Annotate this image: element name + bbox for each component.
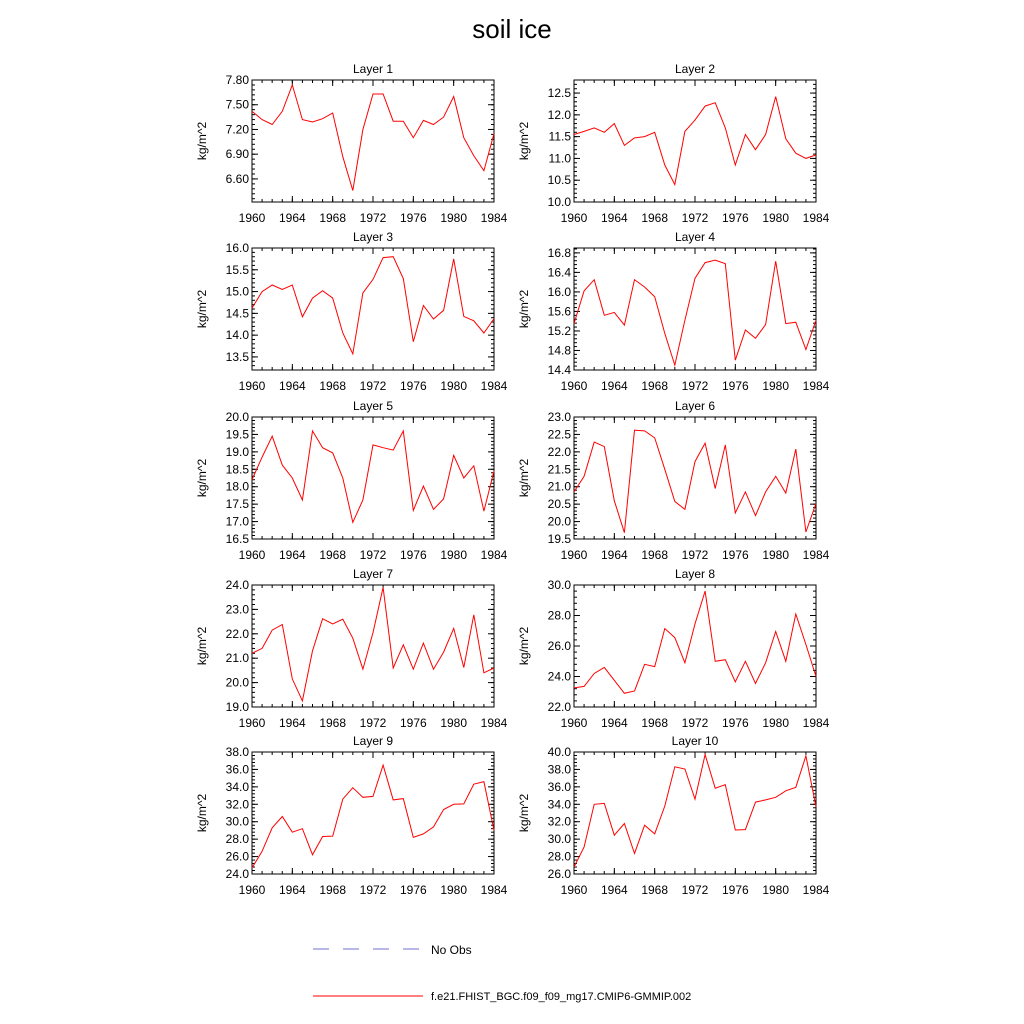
x-tick-label: 1968 (641, 379, 669, 393)
y-axis-label: kg/m^2 (195, 626, 209, 666)
y-axis-label: kg/m^2 (195, 458, 209, 498)
x-tick-label: 1972 (359, 716, 387, 730)
plot-frame (574, 248, 816, 370)
y-tick-label: 7.20 (225, 122, 249, 137)
panel-title: Layer 2 (674, 62, 716, 76)
x-tick-label: 1976 (399, 716, 427, 730)
x-tick-label: 1984 (802, 548, 830, 562)
y-tick-label: 16.5 (225, 532, 249, 546)
x-tick-label: 1964 (278, 379, 306, 393)
y-tick-label: 21.0 (225, 651, 249, 666)
x-tick-label: 1960 (560, 716, 588, 730)
y-tick-label: 15.2 (547, 323, 571, 338)
y-tick-label: 22.0 (547, 444, 571, 459)
x-tick-label: 1964 (278, 211, 306, 225)
x-tick-label: 1960 (238, 883, 266, 897)
x-tick-label: 1980 (440, 379, 468, 393)
x-tick-label: 1980 (762, 211, 790, 225)
x-tick-label: 1960 (560, 548, 588, 562)
y-tick-label: 6.60 (225, 171, 249, 186)
y-axis-label: kg/m^2 (517, 458, 531, 498)
x-tick-label: 1968 (641, 548, 669, 562)
x-tick-label: 1964 (278, 548, 306, 562)
y-tick-label: 16.0 (547, 284, 571, 299)
x-tick-label: 1976 (399, 548, 427, 562)
x-tick-label: 1964 (600, 379, 628, 393)
x-tick-label: 1964 (600, 548, 628, 562)
x-tick-label: 1976 (399, 211, 427, 225)
x-tick-label: 1980 (440, 716, 468, 730)
y-axis-label: kg/m^2 (517, 121, 531, 161)
panel-layer-9 (195, 734, 508, 897)
x-tick-label: 1960 (238, 379, 266, 393)
y-axis-label: kg/m^2 (517, 626, 531, 666)
series-line (252, 85, 494, 191)
panel-title: Layer 3 (352, 230, 394, 244)
panel-title: Layer 10 (671, 734, 719, 748)
y-tick-label: 23.0 (225, 602, 249, 617)
y-tick-label: 30.0 (225, 814, 249, 829)
series-line (252, 431, 494, 522)
x-tick-label: 1976 (721, 211, 749, 225)
x-tick-label: 1972 (359, 548, 387, 562)
series-line (252, 765, 494, 868)
y-tick-label: 12.0 (547, 107, 571, 122)
x-tick-label: 1984 (802, 379, 830, 393)
y-tick-label: 7.50 (225, 97, 249, 112)
x-tick-label: 1976 (721, 883, 749, 897)
x-tick-label: 1984 (802, 716, 830, 730)
y-tick-label: 28.0 (547, 849, 571, 864)
x-tick-label: 1972 (681, 883, 709, 897)
y-tick-label: 16.8 (547, 245, 571, 260)
series-line (574, 430, 816, 533)
y-tick-label: 20.5 (547, 497, 571, 512)
y-tick-label: 19.5 (225, 427, 249, 442)
y-tick-label: 14.5 (225, 306, 249, 321)
panel-layer-6 (517, 399, 830, 562)
panel-layer-8 (517, 567, 830, 730)
y-tick-label: 15.5 (225, 262, 249, 277)
y-tick-label: 23.0 (547, 410, 571, 424)
panel-title: Layer 4 (674, 230, 716, 244)
panel-title: Layer 8 (674, 567, 716, 581)
x-tick-label: 1968 (641, 716, 669, 730)
legend-model-label: f.e21.FHIST_BGC.f09_f09_mg17.CMIP6-GMMIP.002 (431, 991, 692, 1003)
y-tick-label: 30.0 (547, 578, 571, 592)
y-tick-label: 16.0 (225, 241, 249, 255)
y-tick-label: 14.8 (547, 343, 571, 358)
panel-layer-5 (195, 399, 508, 562)
series-line (252, 257, 494, 354)
y-tick-label: 14.4 (547, 363, 571, 377)
x-tick-label: 1980 (762, 379, 790, 393)
panel-layer-7 (195, 567, 508, 730)
y-tick-label: 21.0 (547, 479, 571, 494)
x-tick-label: 1968 (319, 211, 347, 225)
legend-obs-label: No Obs (431, 943, 472, 957)
x-tick-label: 1972 (359, 379, 387, 393)
plot-frame (252, 417, 494, 539)
x-tick-label: 1976 (721, 548, 749, 562)
y-tick-label: 40.0 (547, 745, 571, 759)
x-tick-label: 1980 (762, 716, 790, 730)
y-tick-label: 34.0 (225, 779, 249, 794)
y-tick-label: 10.5 (547, 173, 571, 188)
x-tick-label: 1980 (762, 883, 790, 897)
panel-title: Layer 1 (352, 62, 394, 76)
x-tick-label: 1984 (480, 883, 508, 897)
x-tick-label: 1968 (319, 716, 347, 730)
x-tick-label: 1980 (762, 548, 790, 562)
x-tick-label: 1964 (278, 883, 306, 897)
y-tick-label: 26.0 (225, 849, 249, 864)
y-axis-label: kg/m^2 (195, 289, 209, 329)
plot-frame (574, 80, 816, 202)
panel-layer-10 (517, 734, 830, 897)
y-tick-label: 15.0 (225, 284, 249, 299)
x-tick-label: 1960 (238, 548, 266, 562)
y-tick-label: 34.0 (547, 797, 571, 812)
y-tick-label: 10.0 (547, 195, 571, 209)
x-tick-label: 1964 (600, 211, 628, 225)
y-tick-label: 24.0 (225, 578, 249, 592)
series-line (252, 587, 494, 701)
x-tick-label: 1960 (238, 211, 266, 225)
series-line (574, 260, 816, 365)
series-line (574, 755, 816, 867)
x-tick-label: 1984 (480, 211, 508, 225)
y-axis-label: kg/m^2 (195, 121, 209, 161)
y-tick-label: 20.0 (225, 675, 249, 690)
x-tick-label: 1972 (359, 211, 387, 225)
y-tick-label: 18.0 (225, 479, 249, 494)
y-tick-label: 6.90 (225, 147, 249, 162)
legend (313, 943, 691, 1003)
figure-title: soil ice (472, 14, 552, 44)
x-tick-label: 1960 (560, 211, 588, 225)
x-tick-label: 1960 (238, 716, 266, 730)
y-tick-label: 38.0 (547, 762, 571, 777)
x-tick-label: 1976 (721, 716, 749, 730)
panel-layer-2 (517, 62, 830, 225)
y-tick-label: 11.5 (548, 129, 571, 144)
y-tick-label: 22.0 (547, 700, 571, 714)
y-tick-label: 28.0 (547, 608, 571, 623)
series-line (574, 97, 816, 185)
x-tick-label: 1984 (480, 716, 508, 730)
x-tick-label: 1968 (319, 548, 347, 562)
x-tick-label: 1972 (681, 211, 709, 225)
y-tick-label: 18.5 (225, 462, 249, 477)
plot-frame (252, 585, 494, 707)
x-tick-label: 1972 (359, 883, 387, 897)
y-tick-label: 19.0 (225, 444, 249, 459)
y-tick-label: 36.0 (225, 762, 249, 777)
x-tick-label: 1964 (278, 716, 306, 730)
y-tick-label: 26.0 (547, 867, 571, 881)
y-tick-label: 19.5 (547, 532, 571, 546)
panel-title: Layer 7 (352, 567, 394, 581)
plot-frame (252, 248, 494, 370)
y-tick-label: 36.0 (547, 779, 571, 794)
y-tick-label: 32.0 (225, 797, 249, 812)
y-tick-label: 30.0 (547, 832, 571, 847)
y-tick-label: 17.5 (225, 497, 249, 512)
x-tick-label: 1972 (681, 716, 709, 730)
x-tick-label: 1968 (641, 211, 669, 225)
x-tick-label: 1968 (641, 883, 669, 897)
y-tick-label: 24.0 (547, 669, 571, 684)
y-tick-label: 14.0 (225, 328, 249, 343)
x-tick-label: 1980 (440, 211, 468, 225)
x-tick-label: 1984 (802, 211, 830, 225)
y-tick-label: 38.0 (225, 745, 249, 759)
x-tick-label: 1964 (600, 883, 628, 897)
x-tick-label: 1976 (721, 379, 749, 393)
panel-title: Layer 6 (674, 399, 716, 413)
panel-layer-4 (517, 230, 830, 393)
y-tick-label: 22.0 (225, 626, 249, 641)
y-tick-label: 28.0 (225, 832, 249, 847)
y-tick-label: 20.0 (225, 410, 249, 424)
x-tick-label: 1984 (480, 548, 508, 562)
y-tick-label: 24.0 (225, 867, 249, 881)
x-tick-label: 1960 (560, 379, 588, 393)
x-tick-label: 1964 (600, 716, 628, 730)
x-tick-label: 1960 (560, 883, 588, 897)
x-tick-label: 1968 (319, 379, 347, 393)
x-tick-label: 1976 (399, 379, 427, 393)
y-tick-label: 19.0 (225, 700, 249, 714)
x-tick-label: 1984 (802, 883, 830, 897)
y-tick-label: 21.5 (547, 462, 571, 477)
x-tick-label: 1980 (440, 548, 468, 562)
x-tick-label: 1980 (440, 883, 468, 897)
y-tick-label: 12.5 (547, 86, 571, 101)
x-tick-label: 1984 (480, 379, 508, 393)
y-axis-label: kg/m^2 (517, 289, 531, 329)
y-axis-label: kg/m^2 (195, 793, 209, 833)
plot-frame (574, 752, 816, 874)
y-tick-label: 26.0 (547, 639, 571, 653)
y-tick-label: 32.0 (547, 814, 571, 829)
panel-title: Layer 5 (352, 399, 394, 413)
panel-title: Layer 9 (352, 734, 394, 748)
y-tick-label: 7.80 (225, 73, 249, 87)
y-axis-label: kg/m^2 (517, 793, 531, 833)
x-tick-label: 1968 (319, 883, 347, 897)
y-tick-label: 17.0 (225, 514, 249, 529)
y-tick-label: 13.5 (225, 349, 249, 364)
plot-frame (252, 752, 494, 874)
y-tick-label: 11.0 (548, 151, 571, 166)
series-line (574, 591, 816, 693)
y-tick-label: 22.5 (547, 427, 571, 442)
y-tick-label: 20.0 (547, 514, 571, 529)
y-tick-label: 15.6 (547, 304, 571, 319)
panel-layer-1 (195, 62, 508, 225)
plot-frame (252, 80, 494, 202)
x-tick-label: 1976 (399, 883, 427, 897)
x-tick-label: 1972 (681, 548, 709, 562)
panel-layer-3 (195, 230, 508, 393)
y-tick-label: 16.4 (547, 265, 571, 280)
x-tick-label: 1972 (681, 379, 709, 393)
plot-frame (574, 585, 816, 707)
